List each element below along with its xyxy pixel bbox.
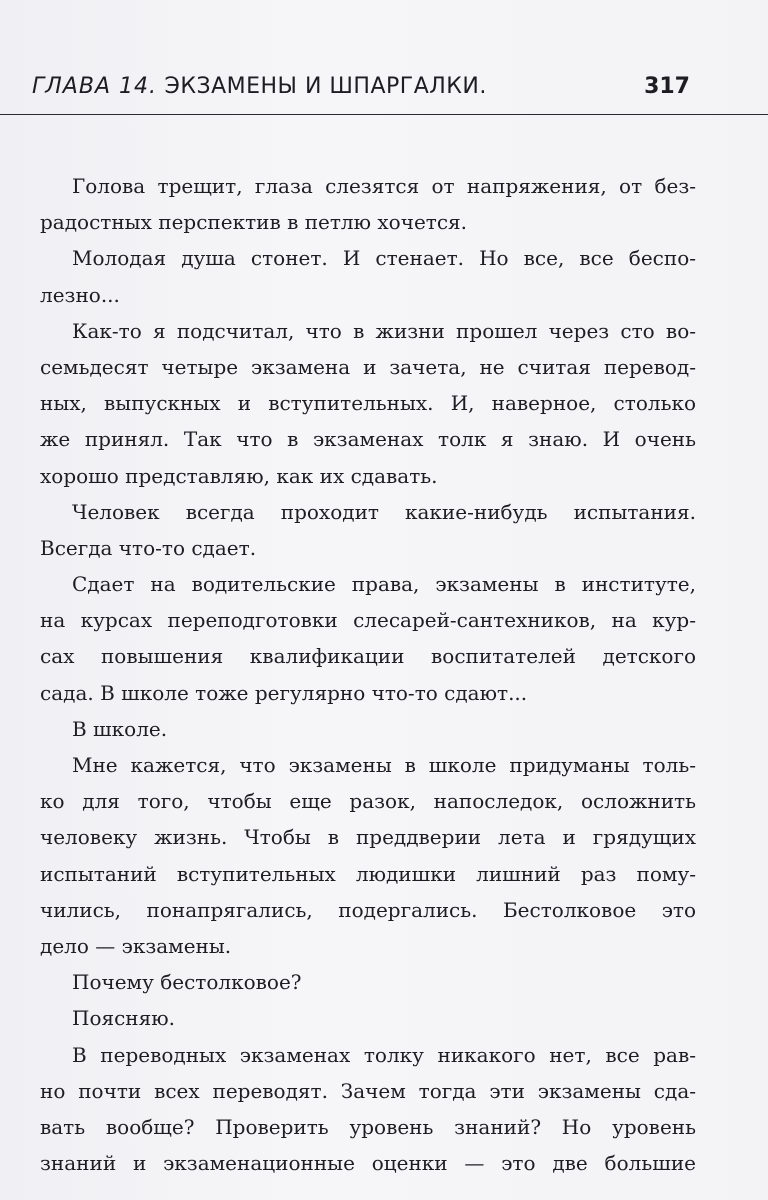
running-header <box>32 70 694 110</box>
paragraph <box>40 1037 696 1182</box>
body-text <box>40 168 696 1181</box>
text-line: вать вообще? Проверить уровень знаний? Но уровень <box>40 1114 696 1139</box>
paragraph <box>40 1000 696 1036</box>
text-line: чились, понапрягались, подергались. Бестолковое это <box>40 897 696 922</box>
text-line: сада. В школе тоже регулярно что-то сдают... <box>40 680 528 705</box>
paragraph <box>40 313 696 494</box>
page-number: 317 <box>644 74 690 99</box>
text-line: же принял. Так что в экзаменах толк я знаю. И очень <box>40 427 696 452</box>
chapter-label: ГЛАВА 14. <box>32 74 157 99</box>
text-line: Поясняю. <box>72 1006 176 1031</box>
paragraph <box>40 747 696 964</box>
text-line: В школе. <box>72 716 168 741</box>
text-line: знаний и экзаменационные оценки — это две большие <box>40 1151 696 1176</box>
text-line: лезно... <box>40 282 120 307</box>
chapter-title: ЭКЗАМЕНЫ И ШПАРГАЛКИ. <box>164 74 487 99</box>
header-divider <box>0 114 768 115</box>
paragraph <box>40 711 696 747</box>
text-line: Как-то я подсчитал, что в жизни прошел через сто во- <box>72 318 696 343</box>
text-line: Человек всегда проходит какие-нибудь испытания. <box>72 499 696 524</box>
text-line: Всегда что-то сдает. <box>40 535 257 560</box>
text-line: семьдесят четыре экзамена и зачета, не считая перевод- <box>40 354 696 379</box>
paragraph <box>40 566 696 711</box>
paragraph <box>40 964 696 1000</box>
text-line: сах повышения квалификации воспитателей детского <box>40 644 696 669</box>
text-line: Почему бестолковое? <box>72 970 302 995</box>
text-line: ко для того, чтобы еще разок, напоследок, осложнить <box>40 789 696 814</box>
text-line: хорошо представляю, как их сдавать. <box>40 463 438 488</box>
paragraph <box>40 240 696 312</box>
text-line: испытаний вступительных людишки лишний раз пому- <box>40 861 696 886</box>
chapter-heading <box>32 74 487 99</box>
text-line: Мне кажется, что экзамены в школе придуманы толь- <box>72 753 696 777</box>
text-line: Голова трещит, глаза слезятся от напряжения, от без- <box>72 174 696 198</box>
text-line: В переводных экзаменах толку никакого нет, все рав- <box>72 1042 696 1067</box>
text-line: человеку жизнь. Чтобы в преддверии лета и грядущих <box>40 825 696 850</box>
text-line: радостных перспектив в петлю хочется. <box>40 210 468 235</box>
text-line: на курсах переподготовки слесарей-сантехников, на кур- <box>40 608 696 633</box>
paragraph <box>40 168 696 240</box>
text-line: Сдает на водительские права, экзамены в институте, <box>72 572 696 597</box>
text-line: ных, выпускных и вступительных. И, наверное, столько <box>40 391 696 416</box>
text-line: но почти всех переводят. Зачем тогда эти экзамены сда- <box>40 1078 696 1103</box>
text-line: Молодая душа стонет. И стенает. Но все, все беспо- <box>72 246 696 271</box>
paragraph <box>40 494 696 566</box>
text-line: дело — экзамены. <box>40 933 232 958</box>
